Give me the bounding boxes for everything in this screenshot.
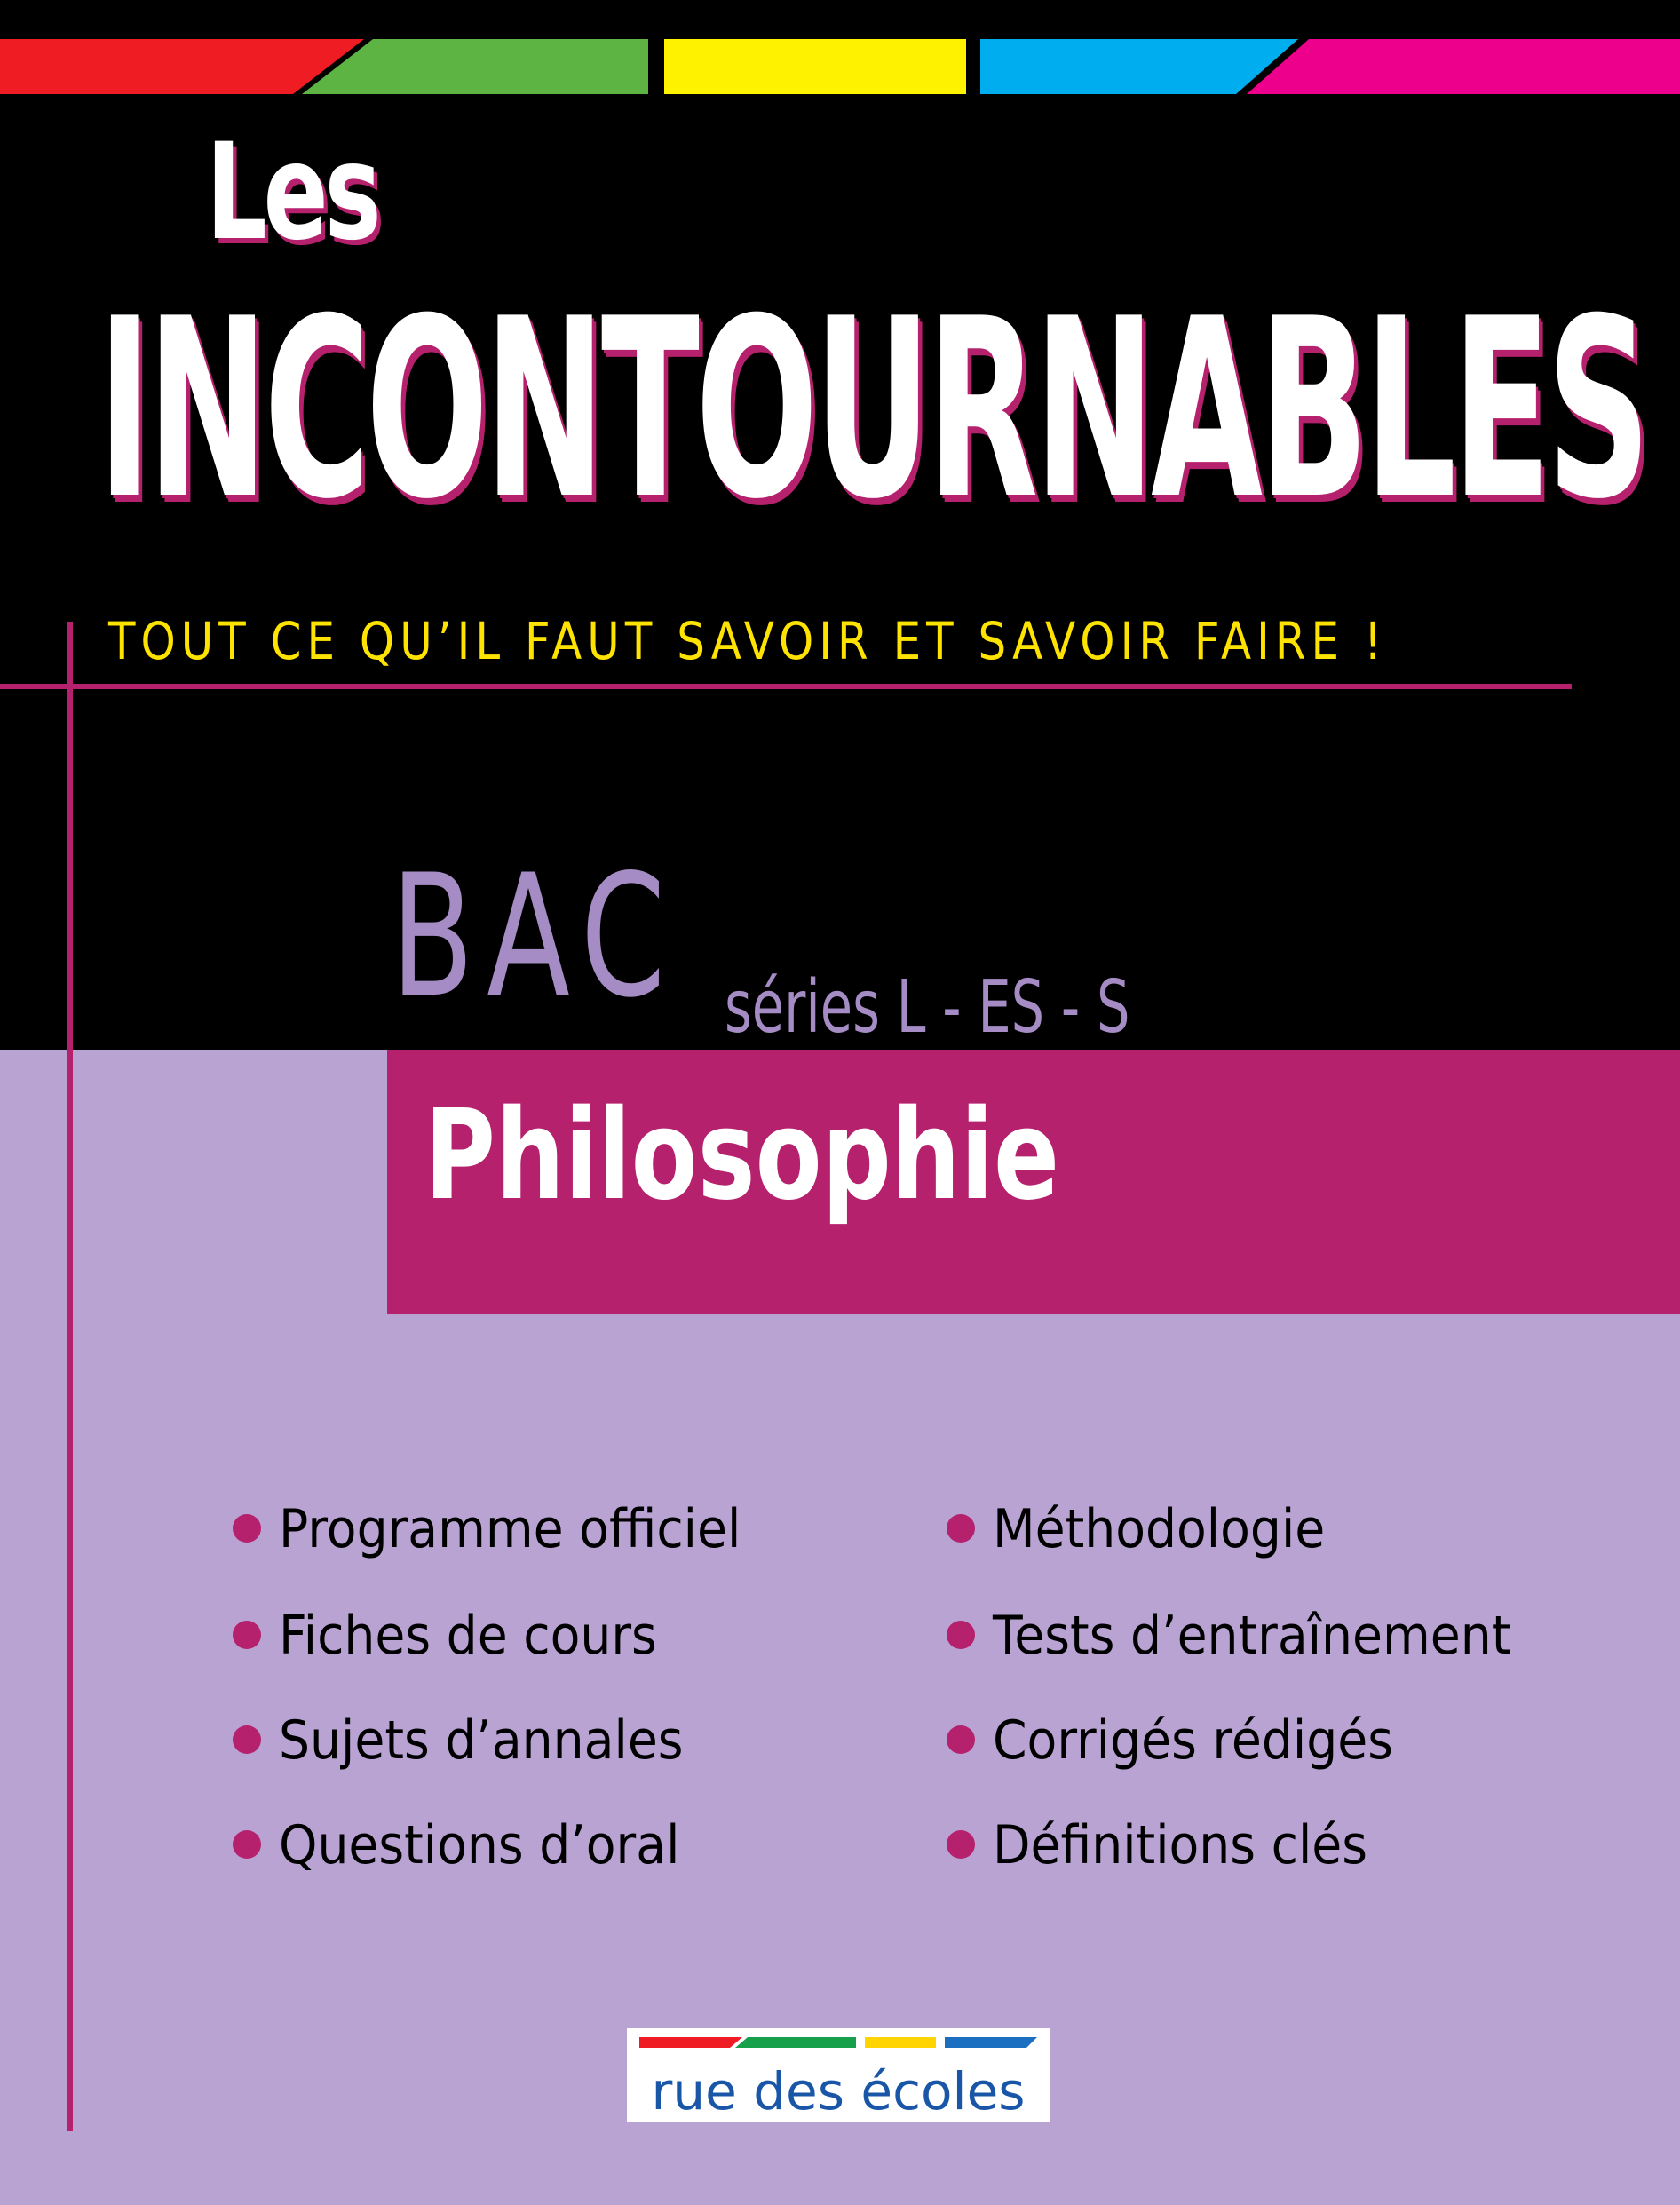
feature-item: Sujets d’annales <box>233 1714 718 1767</box>
bullet-icon <box>947 1621 975 1649</box>
feature-item: Tests d’entraînement <box>947 1609 1556 1662</box>
bullet-icon <box>233 1514 261 1543</box>
vertical-rule <box>67 622 73 2131</box>
logo-stripe-green <box>735 2037 856 2048</box>
stripe-red <box>0 39 364 94</box>
tagline: TOUT CE QU’IL FAUT SAVOIR ET SAVOIR FAIRE ! <box>108 611 1387 671</box>
rainbow-stripes-logo-icon <box>627 2028 1050 2064</box>
logo-stripe-red <box>639 2037 742 2048</box>
color-stripes <box>0 39 1680 94</box>
exam-series: séries L - ES - S <box>725 965 1130 1050</box>
collection-prefix: Les <box>206 115 378 270</box>
feature-item: Fiches de cours <box>233 1609 690 1662</box>
exam-level: BAC <box>391 838 678 1035</box>
horizontal-rule <box>0 684 1572 689</box>
bullet-icon <box>947 1514 975 1543</box>
logo-stripe-yellow <box>865 2037 936 2048</box>
bullet-icon <box>947 1725 975 1754</box>
bullet-icon <box>233 1830 261 1859</box>
collection-title: INCONTOURNABLES <box>98 266 1647 553</box>
feature-item: Méthodologie <box>947 1503 1354 1556</box>
stripe-blue <box>980 39 1298 94</box>
stripe-yellow <box>664 39 966 94</box>
feature-item: Questions d’oral <box>233 1819 715 1872</box>
subject-title: Philosophie <box>424 1083 1060 1228</box>
feature-item: Corrigés rédigés <box>947 1714 1428 1767</box>
bullet-icon <box>947 1830 975 1859</box>
publisher-logo <box>627 2028 1050 2122</box>
stripe-magenta <box>1247 39 1680 94</box>
publisher-name: rue des écoles <box>651 2061 1026 2122</box>
feature-item: Définitions clés <box>947 1819 1400 1872</box>
bullet-icon <box>233 1725 261 1754</box>
stripe-green <box>302 39 648 94</box>
bullet-icon <box>233 1621 261 1649</box>
feature-item: Programme officiel <box>233 1503 781 1556</box>
logo-stripe-blue <box>945 2037 1037 2048</box>
